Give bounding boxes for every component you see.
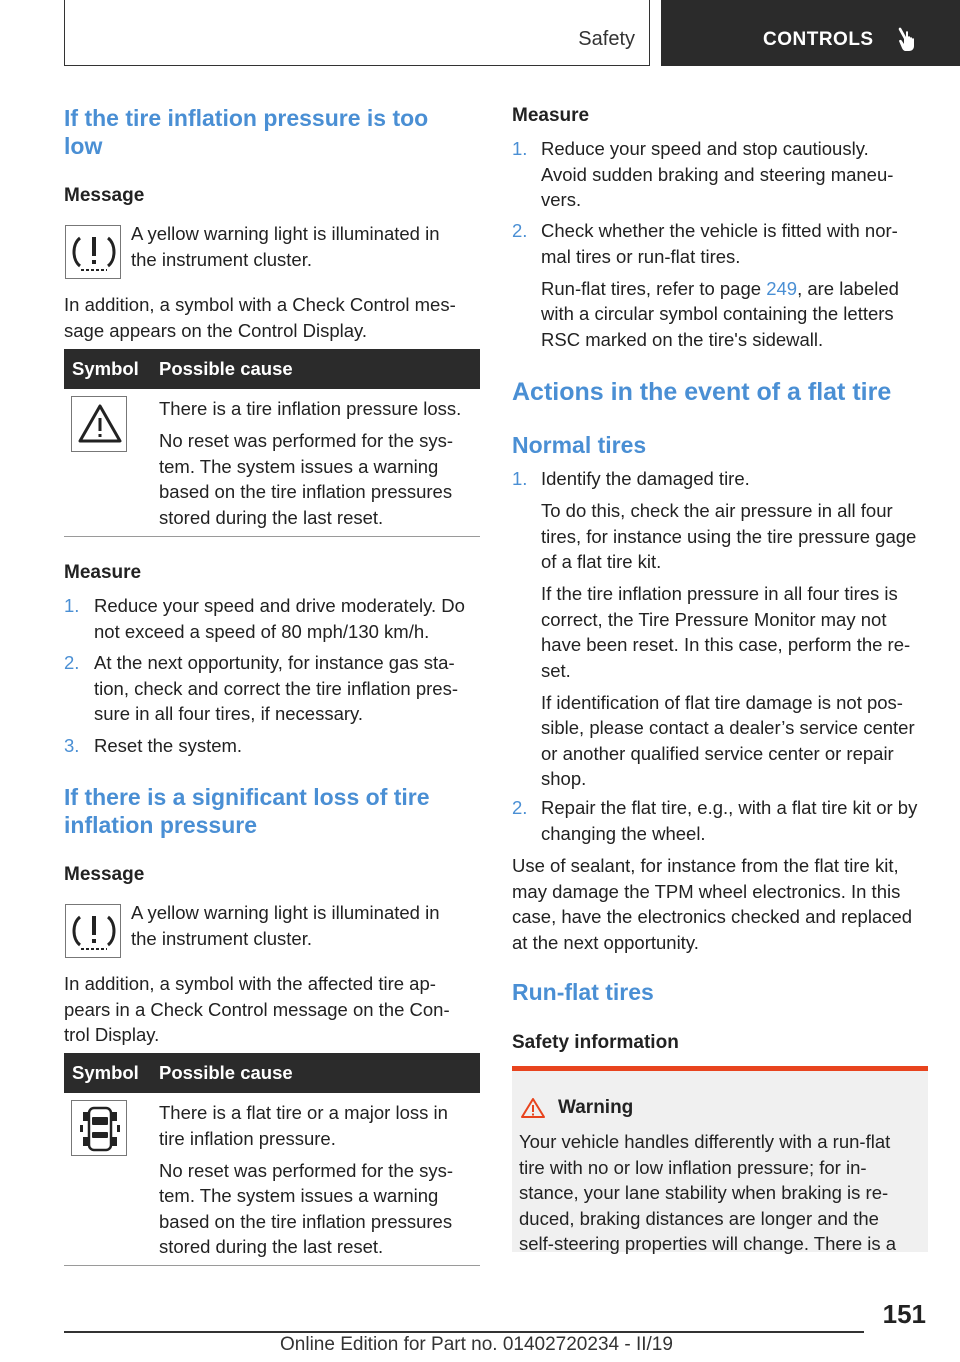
pointing-hand-icon: [897, 26, 919, 52]
note-paragraph: [64, 292, 484, 343]
text-line: Avoid sudden braking and steering maneu-: [541, 163, 894, 185]
message-text: [131, 221, 471, 272]
text-line: Your vehicle handles differently with a run-flat: [519, 1131, 891, 1152]
list-number: 1.: [512, 138, 528, 159]
text-line: To do this, check the air pressure in all four: [541, 500, 893, 521]
text-line: A yellow warning light is illuminated in: [131, 223, 440, 244]
text-line: RSC marked on the tire's sidewall.: [541, 328, 824, 350]
heading-low-pressure: [64, 104, 484, 160]
heading-run-flat-tires: Run-flat tires: [512, 979, 654, 1005]
text-line: pears in a Check Control message on the Con-: [64, 998, 450, 1020]
text-span: Run-flat tires, refer to page: [541, 277, 767, 299]
footer-divider: [64, 1331, 864, 1333]
text-line: with a circular symbol containing the letters: [541, 303, 894, 324]
text-line: Check whether the vehicle is fitted with nor-: [541, 220, 898, 241]
text-line: self-steering properties will change. There is a: [519, 1233, 897, 1254]
text-line: Repair the flat tire, e.g., with a flat tire kit or by: [541, 797, 918, 818]
heading-significant-loss: [64, 783, 484, 839]
col-possible-cause: Possible cause: [159, 1062, 293, 1083]
text-line: No reset was performed for the sys-: [159, 430, 454, 451]
text-line: the instrument cluster.: [131, 248, 312, 270]
text-line: Reduce your speed and drive moderately. Do: [94, 595, 465, 616]
footer-edition: Online Edition for Part no. 01402720234 - II/19: [280, 1334, 673, 1355]
text-line: trol Display.: [64, 1024, 160, 1045]
text-line: duced, braking distances are longer and the: [519, 1207, 879, 1229]
text-line: mal tires or run-flat tires.: [541, 245, 741, 267]
symbol-table-header: [64, 349, 480, 389]
text-line: have been reset. In this case, perform the re-: [541, 634, 911, 655]
text-line: stored during the last reset.: [159, 1236, 384, 1257]
text-line: tire with no or low inflation pressure; for in-: [519, 1156, 867, 1178]
text-line: correct, the Tire Pressure Monitor may not: [541, 608, 887, 630]
heading-line: low: [64, 133, 103, 159]
list-item: [94, 733, 484, 759]
text-line: Reset the system.: [94, 735, 243, 756]
warning-box: [512, 1066, 928, 1252]
text-line: tire inflation pressure.: [159, 1127, 336, 1149]
list-number: 2.: [512, 220, 528, 241]
text-line: changing the wheel.: [541, 822, 706, 844]
heading-line: If there is a significant loss of tire: [64, 784, 430, 810]
col-symbol: Symbol: [72, 358, 139, 379]
text-line: tem. The system issues a warning: [159, 1185, 439, 1206]
text-line: There is a flat tire or a major loss in: [159, 1102, 448, 1123]
text-line: or another qualified service center or repair: [541, 742, 894, 764]
col-possible-cause: Possible cause: [159, 358, 293, 379]
text-line: No reset was performed for the sys-: [159, 1159, 454, 1181]
list-item: [94, 593, 484, 644]
warning-triangle-icon: [520, 1097, 546, 1119]
col-symbol: Symbol: [72, 1062, 139, 1083]
symbol-table-header: [64, 1053, 480, 1093]
table-divider: [64, 1265, 480, 1266]
text-line: In addition, a symbol with a Check Control mes-: [64, 294, 456, 315]
list-item: [541, 466, 933, 792]
text-line: A yellow warning light is illuminated in: [131, 902, 440, 923]
text-line: not exceed a speed of 80 mph/130 km/h.: [94, 620, 430, 642]
text-line: shop.: [541, 768, 587, 789]
message-text: [131, 900, 471, 951]
table2-cause: [159, 1100, 479, 1260]
list-number: 2.: [512, 797, 528, 818]
sealant-paragraph: [512, 853, 937, 955]
warning-title: Warning: [558, 1097, 634, 1118]
text-line: stance, your lane stability when braking is re-: [519, 1182, 889, 1203]
heading-normal-tires: Normal tires: [512, 432, 647, 458]
text-line: stored during the last reset.: [159, 506, 384, 528]
text-line: Use of sealant, for instance from the flat tire kit,: [512, 855, 899, 876]
text-line: based on the tire inflation pressures: [159, 1210, 453, 1232]
text-line: case, have the electronics checked and replaced: [512, 906, 913, 927]
warning-text: [519, 1129, 924, 1257]
table-divider: [64, 536, 480, 537]
text-line: may damage the TPM wheel electronics. In this: [512, 880, 901, 902]
table1-cause: [159, 396, 479, 530]
text-line: Reduce your speed and stop cautiously.: [541, 138, 869, 159]
measure-label: Measure: [512, 105, 590, 126]
heading-line: inflation pressure: [64, 812, 257, 838]
text-line: the instrument cluster.: [131, 927, 312, 949]
text-line: set.: [541, 659, 571, 681]
list-number: 2.: [64, 652, 80, 673]
note-paragraph: [64, 971, 484, 1048]
message-label: Message: [64, 864, 145, 885]
list-number: 3.: [64, 735, 80, 756]
text-line: of a flat tire kit.: [541, 551, 662, 572]
car-flat-tire-icon: [71, 1100, 127, 1156]
text-line: based on the tire inflation pressures: [159, 481, 453, 502]
header-chapter-tab: [661, 0, 960, 66]
text-line: at the next opportunity.: [512, 931, 699, 953]
text-line: If the tire inflation pressure in all four tires is: [541, 583, 898, 604]
list-item: [541, 136, 933, 213]
text-line: There is a tire inflation pressure loss.: [159, 398, 462, 419]
text-span: , are labeled: [797, 277, 899, 299]
text-line: tires, for instance using the tire pressure gage: [541, 525, 917, 547]
text-line: tion, check and correct the tire inflation pres-: [94, 677, 459, 699]
text-line: sible, please contact a dealer’s service center: [541, 717, 915, 738]
triangle-warning-icon: [71, 396, 127, 452]
text-line: Identify the damaged tire.: [541, 468, 750, 489]
text-line: [541, 276, 933, 302]
text-line: sure in all four tires, if necessary.: [94, 703, 364, 724]
header-chapter-label: CONTROLS: [763, 29, 874, 50]
list-number: 1.: [64, 595, 80, 616]
tpm-warning-light-icon: [65, 225, 121, 279]
header-section-tab: [64, 0, 650, 66]
page-link[interactable]: 249: [766, 277, 798, 299]
list-item: [541, 795, 933, 846]
safety-information-label: Safety information: [512, 1032, 679, 1053]
text-line: In addition, a symbol with the affected tire ap-: [64, 973, 436, 994]
list-item: [541, 218, 933, 352]
text-line: tem. The system issues a warning: [159, 455, 439, 477]
list-number: 1.: [512, 468, 528, 489]
text-line: vers.: [541, 189, 582, 210]
tpm-warning-light-icon: [65, 904, 121, 958]
text-line: If identification of flat tire damage is not pos-: [541, 691, 903, 713]
page-number: 151: [882, 1299, 926, 1329]
message-label: Message: [64, 185, 145, 206]
heading-line: If the tire inflation pressure is too: [64, 105, 429, 131]
heading-flat-tire-actions: Actions in the event of a flat tire: [512, 378, 892, 406]
text-line: sage appears on the Control Display.: [64, 319, 368, 341]
measure-label: Measure: [64, 562, 142, 583]
header-section-label: Safety: [578, 28, 635, 50]
text-line: At the next opportunity, for instance gas sta-: [94, 652, 455, 673]
list-item: [94, 650, 484, 727]
